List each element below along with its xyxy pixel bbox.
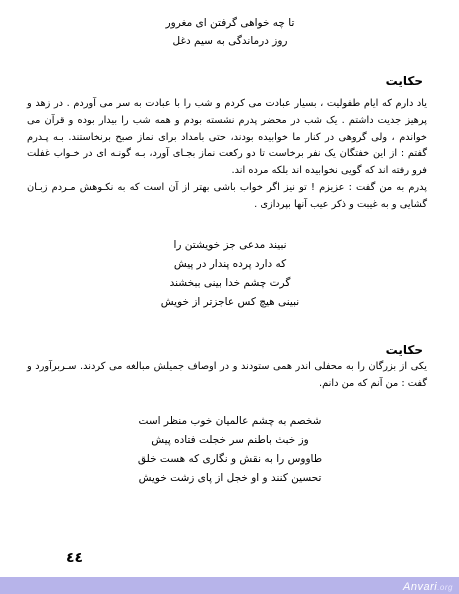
watermark-suffix: .org — [437, 583, 453, 592]
story1-paragraph: پدرم به من گفت : عزیزم ! تو نیز اگر خواب باشی بهتر از آن است که به نکـوهش مـردم زبـان گشایی و به غیبت و ذکر عیب آنها بپردازی . — [27, 182, 427, 210]
verse-line: وز خبث باطنم سر خجلت فتاده پیش — [151, 434, 309, 446]
story1-paragraph: یاد دارم که ایام طفولیت ، بسیار عبادت می کردم و شب را با عبادت به سر می آوردم . در زهد و پرهیز جدیت داشتم . یک شب در محضر پدرم نشسته بودم و همه شب را بیدار بوده و قرآن می خواندم ، ولی گروهی در کنار ما خوابیده بودند، حتی بامداد برای نماز صبح برنخاستند. بـه پـدرم گفتم : از این خفتگان یک نفر برخاست تا دو رکعت نماز بجـای آورد، بـه گونـه ای در خـواب غفلت فرو رفته اند که گویی نخوابیده اند بلکه مرده اند. — [27, 98, 427, 177]
story2-heading: حکایت — [385, 343, 423, 357]
verse-line: نبیند مدعی جز خویشتن را — [173, 239, 287, 251]
verse-line: شخصم به چشم عالمیان خوب منظر است — [138, 415, 322, 427]
verse-line: روز درماندگی به سیم دغل — [172, 35, 288, 47]
footer-bar — [0, 577, 459, 594]
verse-line: گرت چشم خدا بینی ببخشند — [169, 277, 291, 289]
verse-line: نبینی هیچ کس عاجزتر از خویش — [160, 296, 300, 308]
story1-heading: حکایت — [385, 74, 423, 88]
story1-verse — [100, 236, 360, 312]
watermark — [403, 581, 453, 593]
verse-line: تحسین کنند و او خجل از پای زشت خویش — [138, 472, 322, 484]
story2-verse — [90, 412, 370, 488]
verse-line: طاووس را به نقش و نگاری که هست خلق — [137, 453, 323, 465]
story2-paragraph: یکی از بزرگان را به محفلی اندر همی ستودند و در اوصاف جمیلش مبالغه می کردند. سـربرآورد و گفت : من آنم که من دانم. — [27, 361, 427, 389]
top-verse — [100, 14, 360, 50]
verse-line: که دارد پرده پندار در پیش — [173, 258, 287, 270]
page-number: ٤٤ — [66, 550, 84, 566]
watermark-main: Anvari — [403, 581, 438, 593]
verse-line: تا چه خواهی گرفتن ای مغرور — [165, 17, 295, 29]
